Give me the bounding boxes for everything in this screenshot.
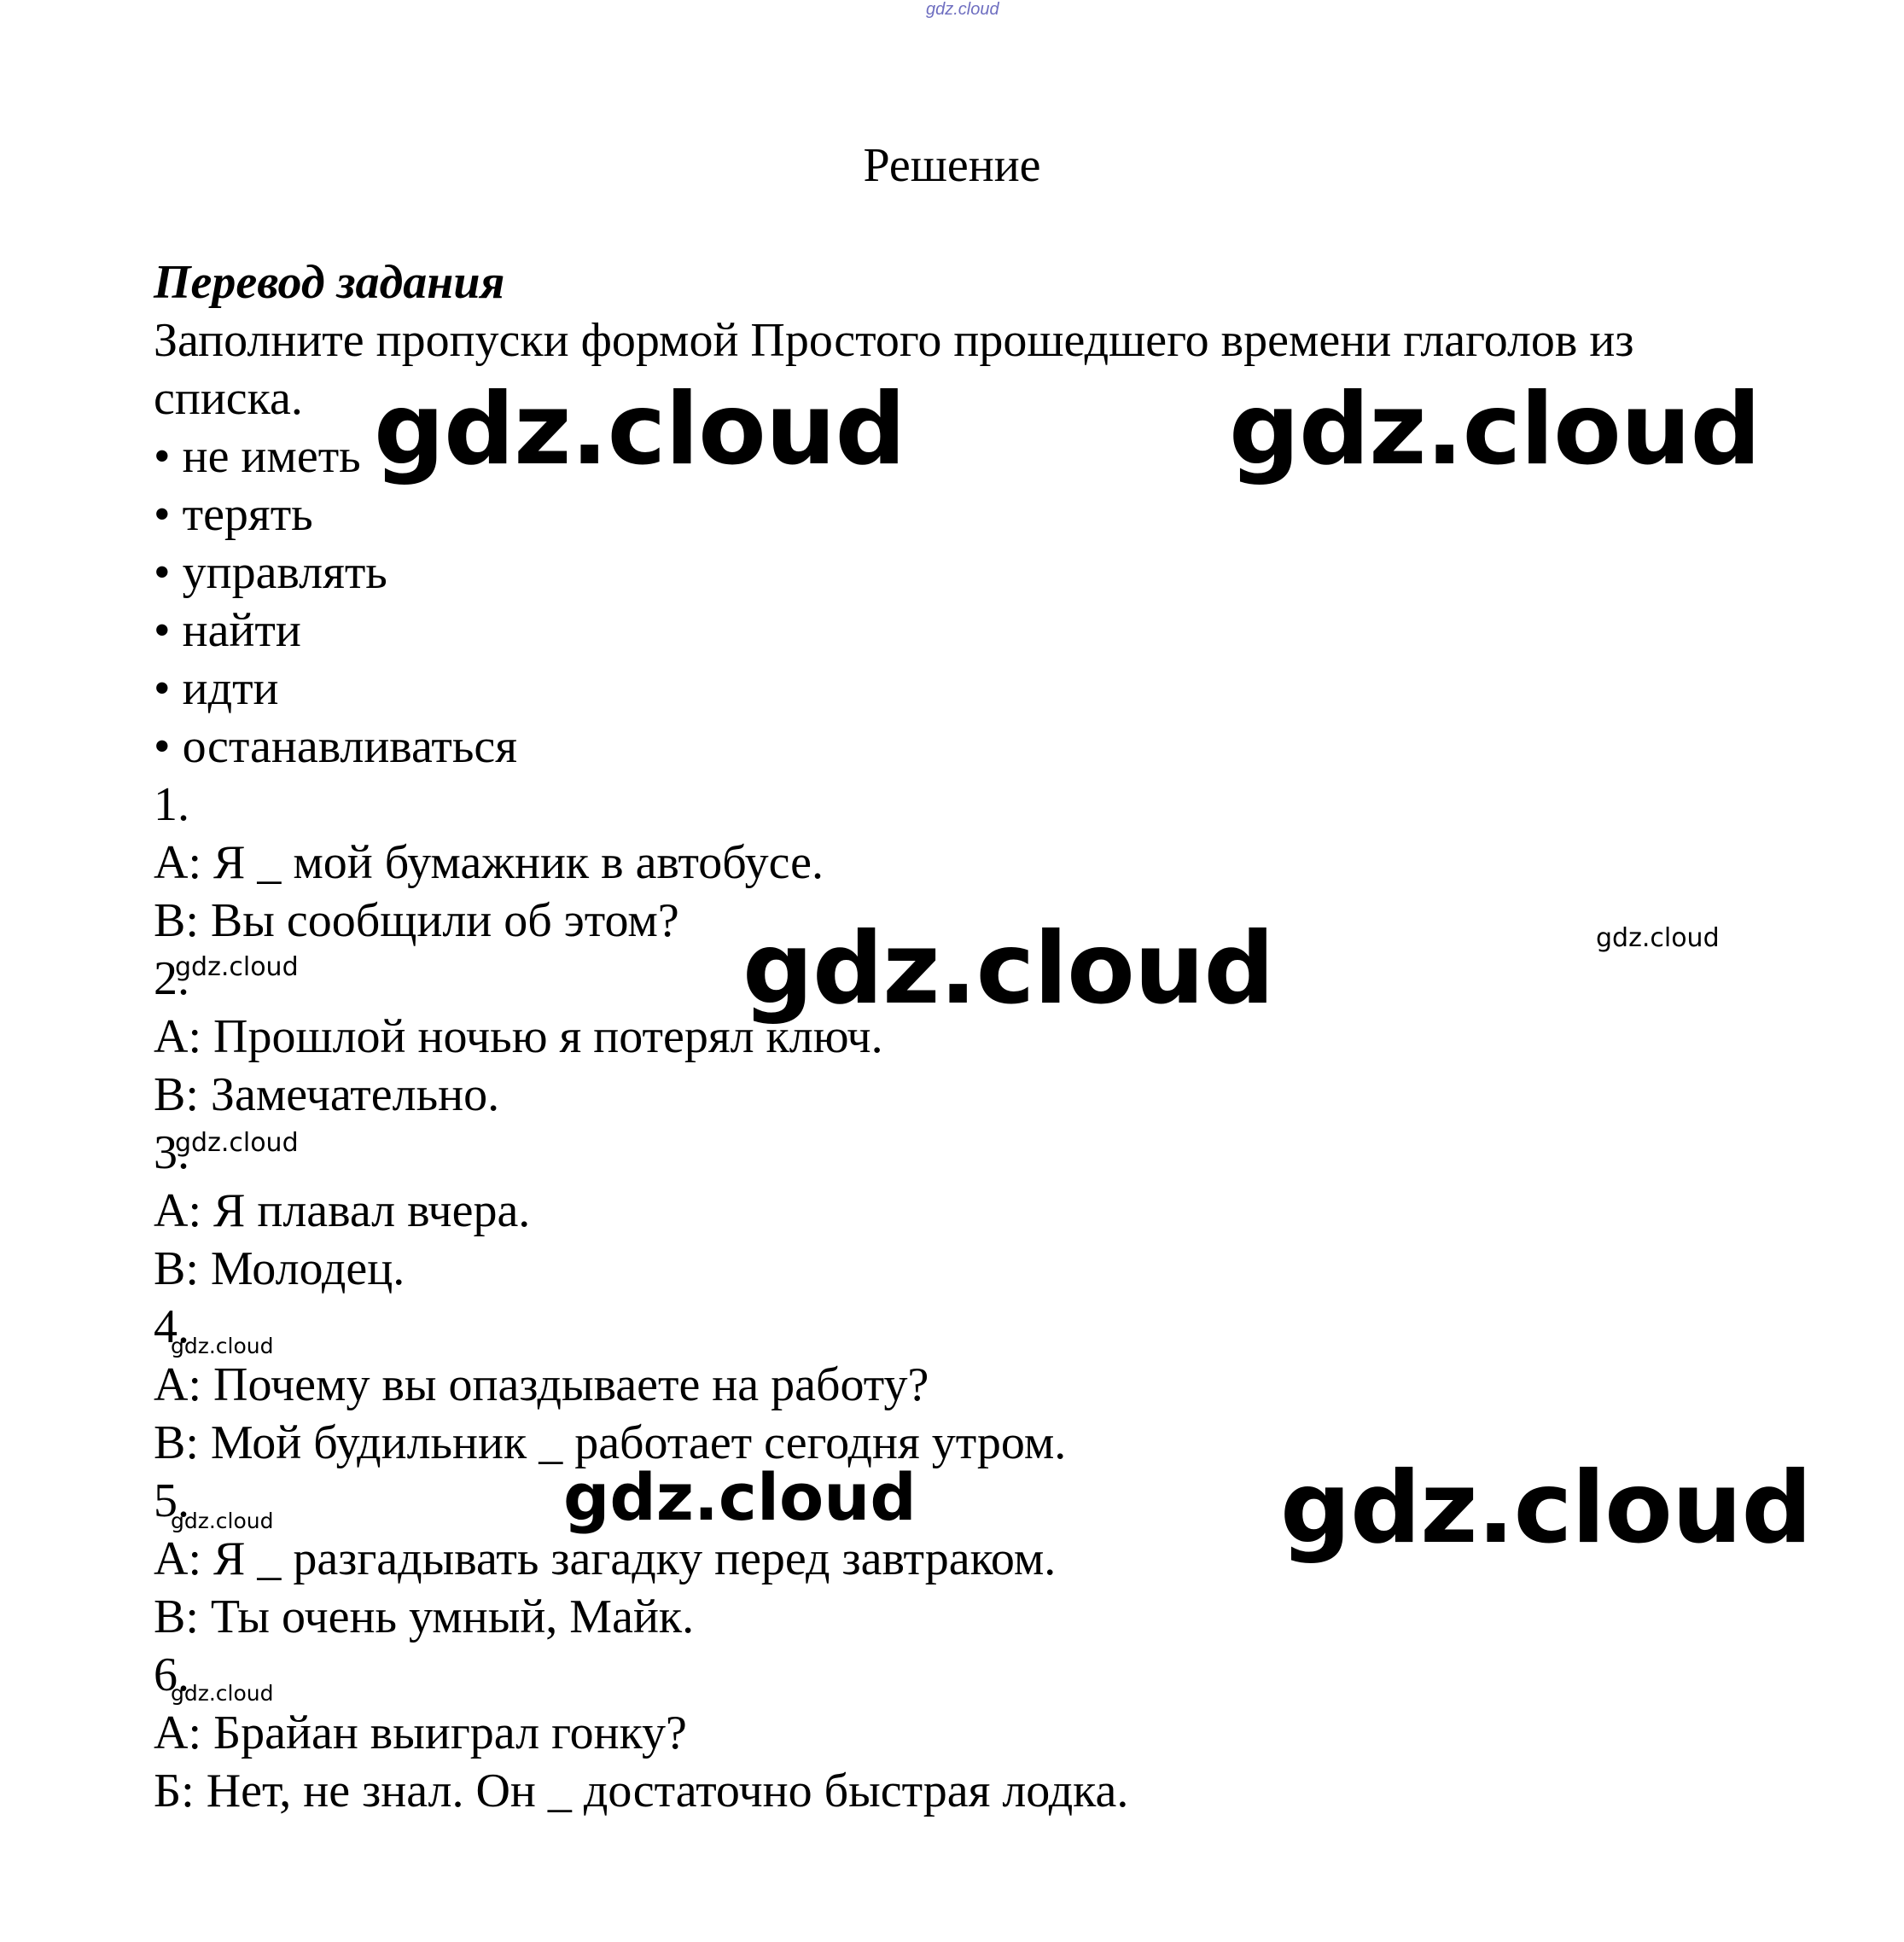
dialogue-line-b: B: Мой будильник _ работает сегодня утром. bbox=[154, 1416, 1067, 1469]
dialogue-line-b: Б: Нет, не знал. Он _ достаточно быстрая лодка. bbox=[154, 1765, 1129, 1817]
instruction-line: списка. bbox=[154, 372, 303, 425]
watermark: gdz.cloud bbox=[171, 1681, 274, 1706]
watermark: gdz.cloud bbox=[1280, 1451, 1812, 1566]
header-watermark: gdz.cloud bbox=[926, 0, 999, 19]
watermark: gdz.cloud bbox=[563, 1459, 917, 1535]
section-heading: Перевод задания bbox=[154, 256, 505, 309]
document-body bbox=[154, 253, 1818, 1820]
dialogue-line-a: A: Прошлой ночью я потерял ключ. bbox=[154, 1010, 883, 1063]
verb-list-item: • управлять bbox=[154, 546, 387, 599]
watermark: gdz.cloud bbox=[374, 372, 905, 487]
instruction-line: Заполните пропуски формой Простого прошедшего времени глаголов из bbox=[154, 314, 1634, 367]
exercise-number: 4. bbox=[154, 1300, 189, 1353]
dialogue-line-b: B: Молодец. bbox=[154, 1242, 405, 1295]
dialogue-line-a: A: Почему вы опаздываете на работу? bbox=[154, 1358, 929, 1411]
verb-list-item: • идти bbox=[154, 662, 279, 715]
exercise-number: 1. bbox=[154, 778, 189, 831]
watermark: gdz.cloud bbox=[171, 1509, 274, 1533]
watermark: gdz.cloud bbox=[175, 1128, 299, 1158]
dialogue-line-b: B: Замечательно. bbox=[154, 1068, 500, 1121]
dialogue-line-b: B: Вы сообщили об этом? bbox=[154, 894, 679, 947]
watermark: gdz.cloud bbox=[1229, 372, 1761, 487]
verb-list-item: • не иметь bbox=[154, 430, 361, 483]
dialogue-line-a: A: Я _ разгадывать загадку перед завтраком. bbox=[154, 1532, 1057, 1585]
watermark: gdz.cloud bbox=[742, 911, 1274, 1026]
verb-list-item: • останавливаться bbox=[154, 720, 518, 773]
dialogue-line-a: A: Брайан выиграл гонку? bbox=[154, 1707, 687, 1759]
exercise-number: 2. bbox=[154, 952, 189, 1005]
watermark: gdz.cloud bbox=[175, 952, 299, 982]
exercise-number: 5. bbox=[154, 1474, 189, 1527]
verb-list-item: • найти bbox=[154, 604, 301, 657]
exercise-number: 6. bbox=[154, 1648, 189, 1701]
dialogue-line-b: B: Ты очень умный, Майк. bbox=[154, 1590, 695, 1643]
dialogue-line-a: A: Я _ мой бумажник в автобусе. bbox=[154, 836, 824, 889]
watermark: gdz.cloud bbox=[171, 1334, 274, 1358]
verb-list-item: • терять bbox=[154, 488, 313, 541]
exercise-number: 3. bbox=[154, 1126, 189, 1179]
dialogue-line-a: A: Я плавал вчера. bbox=[154, 1184, 531, 1237]
page-title: Решение bbox=[863, 139, 1041, 192]
watermark: gdz.cloud bbox=[1596, 923, 1720, 953]
